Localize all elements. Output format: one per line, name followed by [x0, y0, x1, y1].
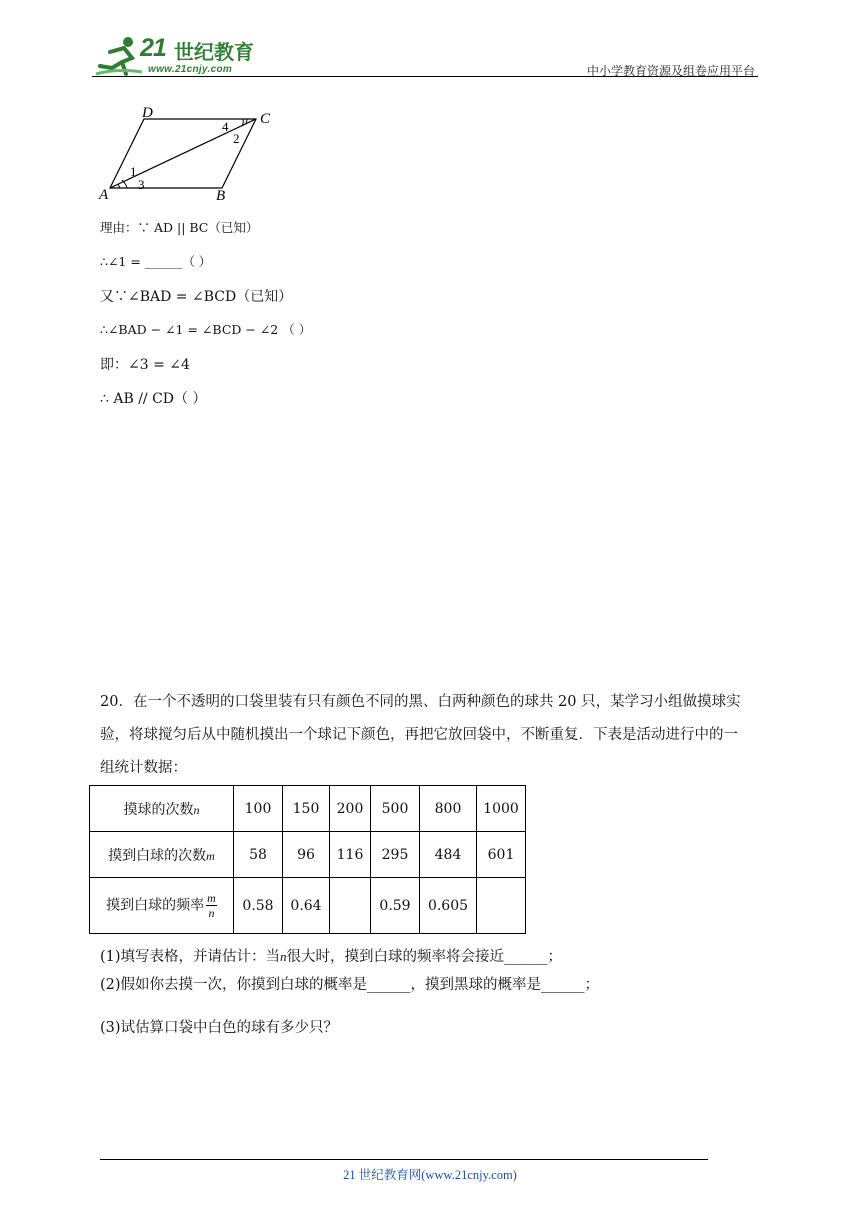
footer-text: 21 世纪教育网(www.21cnjy.com): [343, 1168, 517, 1182]
table-cell: 295: [371, 832, 420, 878]
angle-label-3: 3: [138, 177, 145, 192]
table-cell: 0.59: [371, 878, 420, 934]
table-cell: 100: [234, 786, 283, 832]
table-cell: 150: [283, 786, 330, 832]
vertex-label-a: A: [99, 187, 109, 203]
table-cell: 116: [330, 832, 371, 878]
sub-question-3: (3)试估算口袋中白色的球有多少只？: [100, 1020, 339, 1036]
header-divider: [92, 76, 758, 77]
vertex-label-d: D: [142, 105, 153, 121]
table-row: [90, 786, 526, 832]
statistics-table: [89, 785, 526, 934]
row-label-white-frequency: [90, 878, 234, 934]
sub-question-1-prefix: (1)填写表格，并请估计：当: [100, 949, 281, 965]
question-20-line-1: 20．在一个不透明的口袋里装有只有颜色不同的黑、白两种颜色的球共 20 只，某学习小组做摸球实: [100, 694, 741, 710]
proof-line-2: [100, 252, 211, 270]
sub-question-1-suffix: 很大时，摸到白球的频率将会接近______；: [286, 949, 563, 965]
row-label-text: 摸球的次数: [123, 801, 194, 818]
table-cell: 0.58: [234, 878, 283, 934]
runner-logo-icon: [92, 34, 144, 80]
question-20-line-3: 组统计数据：: [100, 760, 187, 776]
table-cell: 1000: [477, 786, 526, 832]
row-label-var: n: [193, 802, 200, 817]
sub-question-2: (2)假如你去摸一次，你摸到白球的概率是______，摸到黑球的概率是______；: [100, 977, 600, 993]
proof-line-2-suffix: （ ）: [182, 254, 212, 269]
table-cell: 800: [420, 786, 477, 832]
vertex-label-b: B: [216, 188, 226, 204]
logo-url: www.21cnjy.com: [148, 64, 233, 75]
row-label-text: 摸到白球的频率: [106, 897, 205, 914]
row-label-var: m: [206, 848, 215, 863]
fraction-numerator: m: [207, 891, 216, 905]
table-cell: 96: [283, 832, 330, 878]
fraction-denominator: n: [208, 906, 215, 920]
table-cell: 484: [420, 832, 477, 878]
logo-text: 世纪教育: [174, 40, 254, 64]
proof-line-2-prefix: ∴∠1 =: [100, 254, 145, 269]
fraction-m-over-n: [206, 891, 217, 920]
proof-line-4: ∴∠BAD − ∠1 = ∠BCD − ∠2 （ ）: [100, 322, 312, 337]
table-cell: 500: [371, 786, 420, 832]
table-row: [90, 832, 526, 878]
table-cell-empty: [477, 878, 526, 934]
table-cell: 200: [330, 786, 371, 832]
proof-line-5: 即：∠3 = ∠4: [100, 357, 190, 373]
proof-line-2-blank: ______: [144, 254, 183, 269]
row-label-text: 摸到白球的次数: [108, 847, 207, 864]
table-cell-empty: [330, 878, 371, 934]
row-label-white-count: [90, 832, 234, 878]
proof-line-1: 理由：∵ AD || BC（已知）: [100, 220, 259, 235]
vertex-label-c: C: [260, 111, 271, 127]
footer-divider: [100, 1159, 708, 1160]
angle-label-2: 2: [233, 131, 240, 146]
site-logo: [92, 34, 262, 80]
proof-line-6: ∴ AB // CD（ ）: [100, 391, 207, 407]
angle-label-1: 1: [130, 164, 137, 179]
angle-label-4: 4: [222, 119, 229, 134]
question-20-line-2: 验，将球搅匀后从中随机摸出一个球记下颜色，再把它放回袋中，不断重复．下表是活动进行中的一: [100, 727, 738, 743]
table-cell: 0.605: [420, 878, 477, 934]
table-cell: 0.64: [283, 878, 330, 934]
sub-question-1-var: n: [280, 949, 287, 964]
logo-number: 21: [140, 34, 166, 62]
table-cell: 58: [234, 832, 283, 878]
table-cell: 601: [477, 832, 526, 878]
proof-line-3: 又∵∠BAD = ∠BCD（已知）: [100, 289, 293, 305]
table-row: [90, 878, 526, 934]
parallelogram-figure: [96, 104, 286, 204]
row-label-draws: [90, 786, 234, 832]
header-platform-name: 中小学教育资源及组卷应用平台: [586, 64, 755, 78]
